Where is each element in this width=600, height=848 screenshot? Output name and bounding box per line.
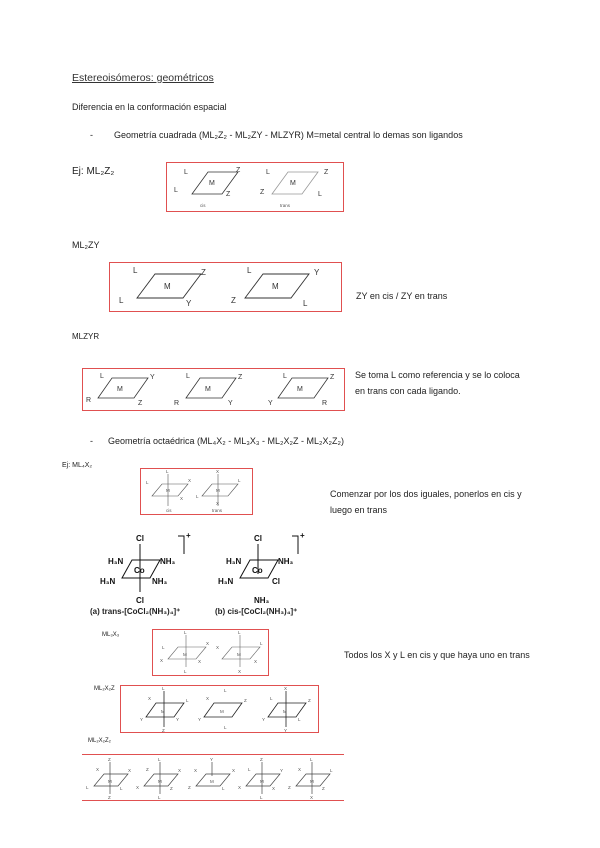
atom-x: X	[298, 767, 302, 772]
atom-l: L	[184, 169, 188, 176]
atom-l: L	[238, 630, 241, 635]
atom-l: L	[266, 169, 270, 176]
atom-x: X	[216, 645, 220, 650]
ml2zy-diagram	[109, 262, 342, 312]
atom-z: Z	[324, 169, 329, 176]
note-mlzyr: Se toma L como referencia y se lo coloca en trans con cada ligando.	[355, 370, 520, 396]
atom-z: Z	[188, 785, 191, 790]
atom-x: X	[180, 496, 184, 501]
atom-x: X	[238, 669, 242, 674]
ml2x2z2-isomer	[86, 757, 131, 800]
atom-l: L	[330, 768, 333, 773]
atom-x: X	[178, 768, 182, 773]
ml2x2z2-label: ML₂X₂Z₂	[88, 738, 111, 744]
atom-r: R	[174, 400, 180, 407]
ligand-nh3: NH₃	[152, 577, 168, 586]
mlzyr-diagram	[82, 368, 345, 411]
atom-z: Z	[231, 296, 236, 305]
note-ml4x2: Comenzar por los dos iguales, ponerlos en cis y luego en trans	[330, 489, 522, 515]
atom-l: L	[174, 187, 178, 194]
atom-cl: Cl	[272, 577, 280, 586]
atom-x: X	[284, 686, 288, 691]
atom-m: M	[117, 386, 123, 393]
ligand-h3n: H₃N	[226, 557, 242, 566]
atom-x: X	[254, 659, 258, 664]
atom-m: M	[108, 779, 112, 784]
bullet-dash: -	[90, 130, 93, 140]
complex-a-caption: (a) trans-[CoCl₂(NH₃)₄]⁺	[90, 607, 181, 616]
ligand-h3n: H₃N	[218, 577, 234, 586]
atom-r: R	[322, 400, 328, 407]
atom-l: L	[303, 299, 308, 308]
atom-m: M	[158, 779, 162, 784]
atom-m: M	[220, 709, 224, 714]
atom-l: L	[119, 296, 124, 305]
atom-y: Y	[262, 717, 266, 722]
atom-l: L	[133, 266, 138, 275]
trans-complex	[100, 531, 191, 605]
charge-plus: +	[186, 531, 191, 540]
atom-x: X	[272, 786, 276, 791]
ml2z2-diagram	[166, 162, 344, 212]
atom-l: L	[186, 698, 189, 703]
atom-x: X	[148, 696, 152, 701]
atom-l: L	[224, 688, 227, 693]
atom-m: M	[164, 282, 171, 291]
atom-l: L	[283, 373, 287, 380]
atom-m: M	[237, 652, 241, 657]
ml2x2z2-box-top	[82, 754, 344, 755]
atom-m: M	[209, 180, 215, 187]
atom-y: Y	[280, 768, 284, 773]
atom-z: Z	[236, 167, 241, 174]
atom-m: M	[166, 488, 170, 493]
atom-x: X	[310, 795, 314, 800]
bullet-octahedral-geometry: Geometría octaédrica (ML₄X₂ - ML₃X₃ - ML₂X₂Z - ML₂X₂Z₂)	[108, 436, 345, 446]
ml2zy-label: ML₂ZY	[72, 240, 100, 250]
ml2x2z2-isomer	[238, 757, 283, 800]
atom-x: X	[198, 659, 202, 664]
atom-l: L	[224, 725, 227, 730]
atom-l: L	[222, 786, 225, 791]
atom-x: X	[216, 501, 220, 506]
atom-z: Z	[260, 757, 263, 762]
complex-b-caption: (b) cis-[CoCl₂(NH₃)₄]⁺	[215, 607, 298, 616]
atom-z: Z	[322, 786, 325, 791]
atom-l: L	[238, 478, 241, 483]
atom-y: Y	[228, 400, 233, 407]
ml4x2-diagram	[140, 468, 253, 515]
mlzyr-label: MLZYR	[72, 332, 100, 341]
atom-x: X	[128, 768, 132, 773]
atom-m: M	[283, 709, 287, 714]
ligand-nh3: NH₃	[278, 557, 294, 566]
atom-r: R	[86, 397, 92, 404]
atom-z: Z	[108, 757, 111, 762]
atom-l: L	[186, 373, 190, 380]
ml2x2z2-isomer	[188, 757, 235, 791]
atom-x: X	[206, 641, 210, 646]
atom-m: M	[272, 282, 279, 291]
atom-z: Z	[201, 268, 206, 277]
atom-z: Z	[330, 374, 335, 381]
atom-l: L	[158, 757, 161, 762]
atom-x: X	[194, 768, 198, 773]
example-ml2z2-label: Ej: ML₂Z₂	[72, 166, 115, 177]
atom-m: M	[290, 180, 296, 187]
atom-l: L	[318, 191, 322, 198]
atom-z: Z	[138, 400, 143, 407]
ml3x3-label: ML₃X₃	[102, 632, 120, 638]
example-ml4x2-label: Ej: ML₄X₂	[62, 462, 93, 469]
bullet-dash: -	[90, 436, 93, 446]
note-zy: ZY en cis / ZY en trans	[356, 291, 448, 301]
atom-y: Y	[150, 374, 155, 381]
ml3x3-diagram	[152, 629, 269, 676]
atom-z: Z	[244, 698, 247, 703]
ligand-h3n: H₃N	[100, 577, 116, 586]
atom-x: X	[96, 767, 100, 772]
atom-y: Y	[140, 717, 144, 722]
trans-caption: trans	[212, 508, 223, 513]
atom-z: Z	[288, 785, 291, 790]
atom-l: L	[86, 785, 89, 790]
atom-l: L	[166, 469, 169, 474]
atom-l: L	[260, 795, 263, 800]
atom-l: L	[196, 494, 199, 499]
note-ml3x3: Todos los X y L en cis y que haya uno en trans	[344, 650, 530, 660]
atom-z: Z	[308, 698, 311, 703]
ml2x2z2-isomer	[288, 757, 333, 800]
atom-z: Z	[146, 767, 149, 772]
ml2x2z2-diagram	[82, 756, 344, 800]
atom-x: X	[216, 469, 220, 474]
atom-m: M	[161, 709, 165, 714]
subtitle: Diferencia en la conformación espacial	[72, 102, 227, 112]
atom-m: M	[260, 779, 264, 784]
atom-l: L	[162, 645, 165, 650]
atom-z: Z	[170, 786, 173, 791]
atom-y: Y	[186, 299, 192, 308]
atom-l: L	[100, 373, 104, 380]
atom-m: M	[310, 779, 314, 784]
atom-l: L	[162, 686, 165, 691]
atom-l: L	[158, 795, 161, 800]
atom-m: M	[216, 488, 220, 493]
bullet-square-geometry: Geometría cuadrada (ML₂Z₂ - ML₂ZY - MLZYR) M=metal central lo demas son ligandos	[114, 130, 463, 140]
atom-co: Co	[134, 566, 145, 575]
atom-cl: Cl	[136, 534, 144, 543]
atom-l: L	[184, 630, 187, 635]
atom-l: L	[248, 767, 251, 772]
charge-plus: +	[300, 531, 305, 540]
cis-caption: cis	[166, 508, 172, 513]
atom-co: Co	[252, 566, 263, 575]
ml2x2z-diagram	[120, 685, 319, 733]
atom-x: X	[136, 785, 140, 790]
atom-m: M	[205, 386, 211, 393]
cis-caption: cis	[200, 203, 206, 208]
atom-z: Z	[226, 191, 231, 198]
atom-x: X	[206, 696, 210, 701]
atom-y: Y	[210, 757, 214, 762]
atom-x: X	[188, 478, 192, 483]
ml2x2z-label: ML₂X₂Z	[94, 686, 115, 692]
atom-x: X	[238, 785, 242, 790]
cis-complex	[218, 531, 305, 605]
atom-y: Y	[198, 717, 202, 722]
atom-z: Z	[238, 374, 243, 381]
cis-square-plane	[192, 172, 238, 194]
atom-x: X	[232, 768, 236, 773]
ligand-nh3: NH₃	[160, 557, 176, 566]
ml2x2z2-isomer	[136, 757, 181, 800]
atom-l: L	[298, 717, 301, 722]
atom-z: Z	[260, 189, 265, 196]
atom-l: L	[120, 786, 123, 791]
atom-x: X	[160, 658, 164, 663]
atom-y: Y	[314, 268, 320, 277]
atom-z: Z	[162, 728, 165, 733]
atom-l: L	[247, 266, 252, 275]
atom-l: L	[310, 757, 313, 762]
ligand-h3n: H₃N	[108, 557, 124, 566]
atom-y: Y	[284, 728, 288, 733]
atom-m: M	[297, 386, 303, 393]
page-title: Estereoisómeros: geométricos	[72, 72, 214, 84]
ml2x2z2-box-bottom	[82, 800, 344, 801]
atom-cl: Cl	[136, 596, 144, 605]
ligand-nh3: NH₃	[254, 596, 270, 605]
atom-y: Y	[268, 400, 273, 407]
atom-l: L	[260, 641, 263, 646]
atom-m: M	[183, 652, 187, 657]
atom-l: L	[184, 669, 187, 674]
atom-y: Y	[176, 717, 180, 722]
atom-m: M	[210, 779, 214, 784]
atom-l: L	[146, 480, 149, 485]
atom-cl: Cl	[254, 534, 262, 543]
trans-caption: trans	[280, 203, 291, 208]
atom-l: L	[270, 696, 273, 701]
atom-z: Z	[108, 795, 111, 800]
